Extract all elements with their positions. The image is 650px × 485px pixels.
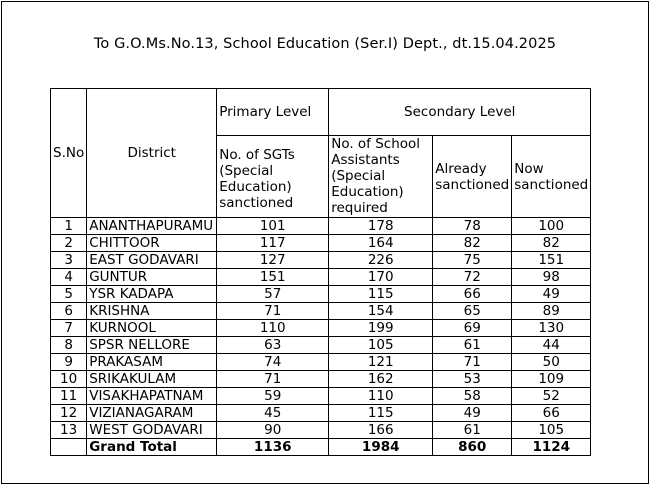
cell-sno: 8	[51, 337, 87, 354]
cell-sgts: 71	[217, 371, 329, 388]
cell-already-sanctioned: 69	[433, 320, 512, 337]
col-header-primary-level: Primary Level	[217, 89, 329, 136]
table-row	[51, 422, 591, 439]
cell-district: SPSR NELLORE	[87, 337, 217, 354]
cell-sa-required: 170	[329, 269, 433, 286]
cell-total-already: 860	[433, 439, 512, 456]
table-row	[51, 337, 591, 354]
cell-sno: 13	[51, 422, 87, 439]
cell-already-sanctioned: 75	[433, 252, 512, 269]
cell-already-sanctioned: 61	[433, 422, 512, 439]
cell-sa-required: 154	[329, 303, 433, 320]
cell-sgts: 151	[217, 269, 329, 286]
cell-sgts: 90	[217, 422, 329, 439]
col-header-already-sanctioned: Already sanctioned	[433, 136, 512, 218]
cell-district: SRIKAKULAM	[87, 371, 217, 388]
cell-already-sanctioned: 61	[433, 337, 512, 354]
cell-total-now: 1124	[512, 439, 591, 456]
col-header-secondary-level: Secondary Level	[329, 89, 591, 136]
cell-sa-required: 226	[329, 252, 433, 269]
cell-now-sanctioned: 52	[512, 388, 591, 405]
table-row	[51, 252, 591, 269]
sanction-table	[50, 88, 591, 456]
cell-sno: 2	[51, 235, 87, 252]
cell-already-sanctioned: 66	[433, 286, 512, 303]
cell-sgts: 63	[217, 337, 329, 354]
cell-district: VISAKHAPATNAM	[87, 388, 217, 405]
col-header-district: District	[87, 89, 217, 218]
cell-sno: 10	[51, 371, 87, 388]
cell-now-sanctioned: 66	[512, 405, 591, 422]
cell-sa-required: 115	[329, 286, 433, 303]
cell-district: GUNTUR	[87, 269, 217, 286]
cell-sgts: 101	[217, 218, 329, 235]
cell-sgts: 74	[217, 354, 329, 371]
cell-sa-required: 178	[329, 218, 433, 235]
col-header-sgts: No. of SGTs (Special Education) sanctioned	[217, 136, 329, 218]
cell-district: VIZIANAGARAM	[87, 405, 217, 422]
cell-total-label: Grand Total	[87, 439, 217, 456]
cell-sno	[51, 439, 87, 456]
table-row	[51, 354, 591, 371]
cell-now-sanctioned: 44	[512, 337, 591, 354]
cell-now-sanctioned: 50	[512, 354, 591, 371]
cell-sgts: 57	[217, 286, 329, 303]
cell-sno: 11	[51, 388, 87, 405]
cell-sno: 4	[51, 269, 87, 286]
cell-sa-required: 199	[329, 320, 433, 337]
cell-district: PRAKASAM	[87, 354, 217, 371]
col-header-now-sanctioned: Now sanctioned	[512, 136, 591, 218]
table-row	[51, 371, 591, 388]
cell-already-sanctioned: 78	[433, 218, 512, 235]
cell-sgts: 71	[217, 303, 329, 320]
cell-sno: 6	[51, 303, 87, 320]
cell-sno: 3	[51, 252, 87, 269]
table-row	[51, 218, 591, 235]
cell-sno: 5	[51, 286, 87, 303]
cell-now-sanctioned: 82	[512, 235, 591, 252]
cell-sgts: 45	[217, 405, 329, 422]
cell-district: WEST GODAVARI	[87, 422, 217, 439]
cell-now-sanctioned: 105	[512, 422, 591, 439]
cell-already-sanctioned: 71	[433, 354, 512, 371]
cell-sno: 1	[51, 218, 87, 235]
table-row	[51, 303, 591, 320]
grand-total-row	[51, 439, 591, 456]
cell-already-sanctioned: 58	[433, 388, 512, 405]
cell-already-sanctioned: 53	[433, 371, 512, 388]
cell-district: EAST GODAVARI	[87, 252, 217, 269]
col-header-sno: S.No	[51, 89, 87, 218]
cell-now-sanctioned: 89	[512, 303, 591, 320]
cell-already-sanctioned: 82	[433, 235, 512, 252]
cell-sa-required: 110	[329, 388, 433, 405]
cell-sa-required: 105	[329, 337, 433, 354]
cell-sgts: 110	[217, 320, 329, 337]
cell-now-sanctioned: 49	[512, 286, 591, 303]
cell-district: CHITTOOR	[87, 235, 217, 252]
cell-now-sanctioned: 130	[512, 320, 591, 337]
cell-total-sgts: 1136	[217, 439, 329, 456]
cell-sno: 9	[51, 354, 87, 371]
cell-already-sanctioned: 49	[433, 405, 512, 422]
table-row	[51, 320, 591, 337]
cell-sa-required: 121	[329, 354, 433, 371]
cell-already-sanctioned: 65	[433, 303, 512, 320]
cell-now-sanctioned: 109	[512, 371, 591, 388]
cell-sa-required: 164	[329, 235, 433, 252]
cell-sgts: 59	[217, 388, 329, 405]
cell-sgts: 127	[217, 252, 329, 269]
col-header-school-assistants: No. of School Assistants (Special Education) required	[329, 136, 433, 218]
cell-district: ANANTHAPURAMU	[87, 218, 217, 235]
table-row	[51, 286, 591, 303]
cell-now-sanctioned: 151	[512, 252, 591, 269]
cell-sno: 7	[51, 320, 87, 337]
cell-sno: 12	[51, 405, 87, 422]
cell-sa-required: 115	[329, 405, 433, 422]
table-row	[51, 235, 591, 252]
cell-now-sanctioned: 100	[512, 218, 591, 235]
table-row	[51, 388, 591, 405]
cell-sa-required: 166	[329, 422, 433, 439]
cell-total-sa-required: 1984	[329, 439, 433, 456]
cell-now-sanctioned: 98	[512, 269, 591, 286]
cell-district: KRISHNA	[87, 303, 217, 320]
cell-already-sanctioned: 72	[433, 269, 512, 286]
cell-sa-required: 162	[329, 371, 433, 388]
table-row	[51, 405, 591, 422]
cell-sgts: 117	[217, 235, 329, 252]
cell-district: YSR KADAPA	[87, 286, 217, 303]
document-title: To G.O.Ms.No.13, School Education (Ser.I) Dept., dt.15.04.2025	[93, 36, 557, 52]
table-row	[51, 269, 591, 286]
cell-district: KURNOOL	[87, 320, 217, 337]
